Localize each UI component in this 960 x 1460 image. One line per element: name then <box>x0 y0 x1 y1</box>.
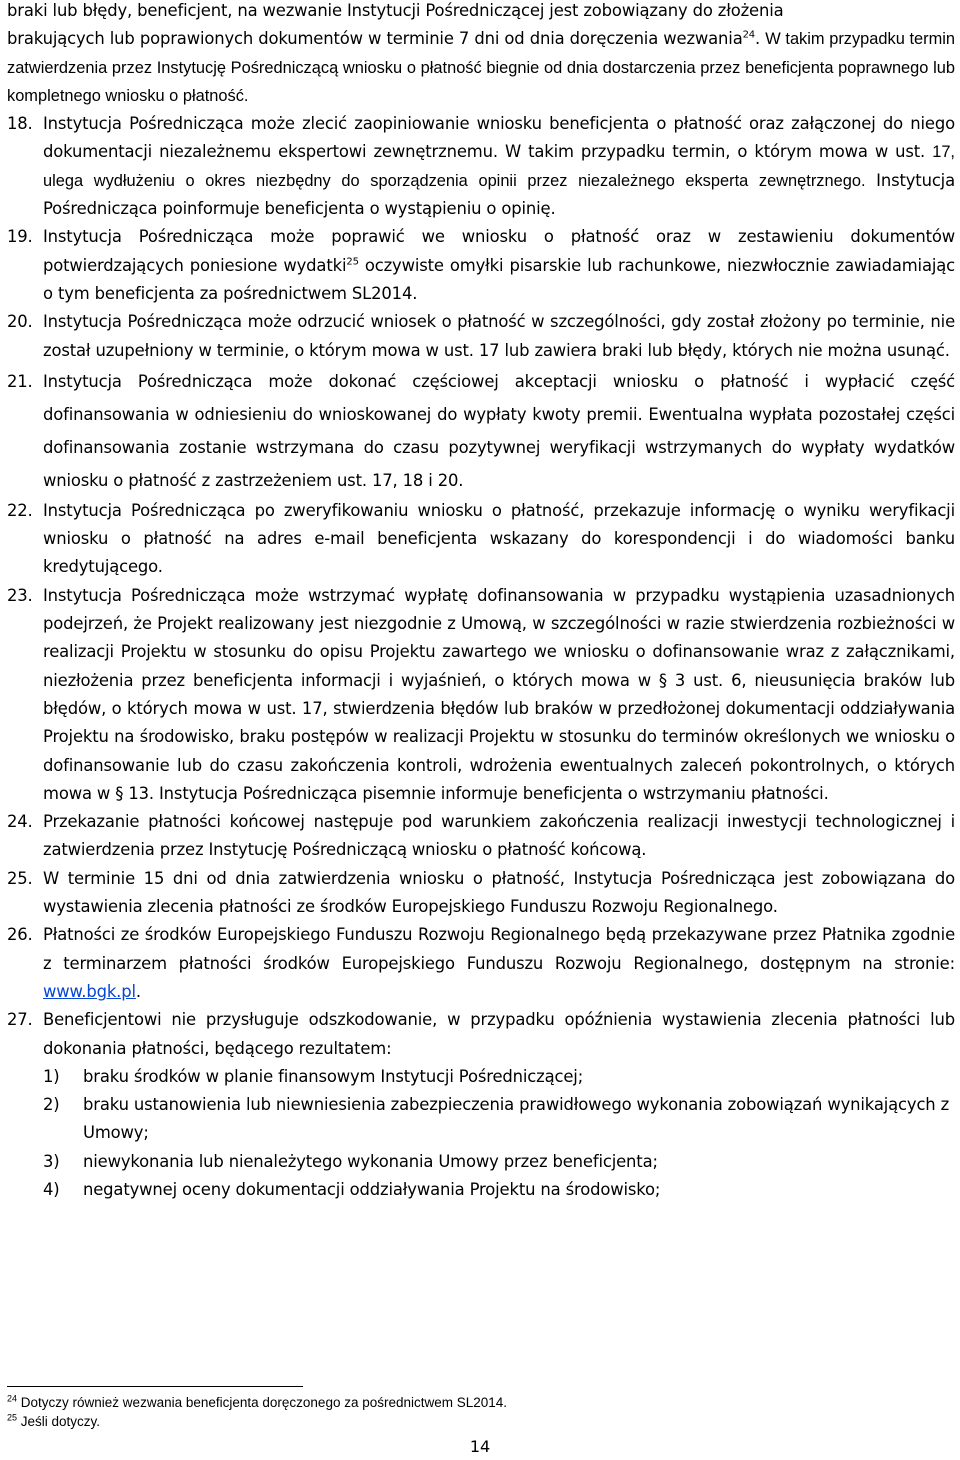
item-text-part: 17, ulega wydłużeniu o okres niezbędny do sporządzenia opinii przez niezależnego eksperta zewnętrznego. <box>43 143 955 190</box>
item-text-part: Instytucja Pośrednicząca może poprawić we wniosku o płatność oraz w zestawieniu dokumentów potwierdzających poniesione wydatki <box>43 227 955 275</box>
footnote-24 <box>7 1394 507 1411</box>
list-item-26 <box>7 921 955 1006</box>
list-item-22 <box>7 497 955 582</box>
footnote-separator <box>7 1386 303 1387</box>
item-text <box>43 110 955 223</box>
list-item-20 <box>7 308 955 365</box>
item-text: Instytucja Pośrednicząca może dokonać częściowej akceptacji wniosku o płatność i wypłacić część dofinansowania w odniesieniu do wnioskowanej do wypłaty kwoty premii. Ewentualna wypłata pozostałej części dofinansowania zostanie wstrzymana do czasu pozytywnej weryfikacji wstrzymanych do wypłaty wydatków wniosku o płatność z zastrzeżeniem ust. 17, 18 i 20. <box>43 371 955 490</box>
item-text <box>43 921 955 1006</box>
item-text: Beneficjentowi nie przysługuje odszkodowanie, w przypadku opóźnienia wystawienia zlecenia płatności lub dokonania płatności, będącego rezultatem: <box>43 1010 955 1058</box>
item-number: 24. <box>7 812 33 832</box>
item-text <box>43 223 955 308</box>
punctuation: . <box>755 29 761 49</box>
item-number: 27. <box>7 1010 33 1030</box>
item-text-part: Płatności ze środków Europejskiego Funduszu Rozwoju Regionalnego będą przekazywane przez Płatnika zgodnie z terminarzem płatności środków Europejskiego Funduszu Rozwoju Regionalnego, dostępnym na stronie: <box>43 925 955 973</box>
sub-item-2 <box>7 1091 955 1148</box>
sub-item-number: 3) <box>43 1151 60 1171</box>
item-text-part: Instytucja Pośrednicząca może zlecić zaopiniowanie wniosku beneficjenta o płatność oraz załączonej do niego dokumentacji niezależnemu ekspertowi zewnętrznemu. W takim przypadku termin, o którym mowa w ust. <box>43 114 955 162</box>
paragraph-line: braki lub błędy, beneficjent, na wezwanie Instytucji Pośredniczącej jest zobowiązany do złożenia <box>7 1 784 20</box>
sub-item-text: braku ustanowienia lub niewniesienia zabezpieczenia prawidłowego wykonania zobowiązań wynikających z Umowy; <box>83 1095 950 1143</box>
item-text-part: oczywiste omyłki pisarskie lub rachunkowe, niezwłocznie zawiadamiając o tym beneficjenta za pośrednictwem SL2014. <box>43 255 955 303</box>
sub-item-text: braku środków w planie finansowym Instytucji Pośredniczącej; <box>83 1066 584 1086</box>
sub-item-number: 2) <box>43 1095 60 1115</box>
sub-item-number: 4) <box>43 1179 60 1199</box>
item-number: 18. <box>7 114 33 134</box>
list-item-21 <box>7 365 955 497</box>
list-item-23 <box>7 582 955 808</box>
footnote-ref[interactable]: 24 <box>742 29 756 41</box>
list-item-19 <box>7 223 955 308</box>
footnote-ref[interactable]: 25 <box>346 256 359 268</box>
list-item-24 <box>7 808 955 865</box>
item-number: 23. <box>7 585 33 605</box>
paragraph-line: brakujących lub poprawionych dokumentów w terminie 7 dni od dnia doręczenia wezwania <box>7 29 743 49</box>
sub-item-1 <box>7 1063 955 1091</box>
bgk-link[interactable]: www.bgk.pl <box>43 981 136 1001</box>
footnote-25 <box>7 1413 100 1430</box>
page-number: 14 <box>469 1437 491 1456</box>
item-text: W terminie 15 dni od dnia zatwierdzenia wniosku o płatność, Instytucja Pośrednicząca jest zobowiązana do wystawienia zlecenia płatności ze środków Europejskiego Funduszu Rozwoju Regionalnego. <box>43 868 955 917</box>
item-number: 26. <box>7 925 33 945</box>
sub-item-4 <box>7 1176 955 1204</box>
footnote-number: 24 <box>7 1393 18 1404</box>
punctuation: . <box>135 981 141 1001</box>
list-item-25 <box>7 865 955 922</box>
item-text: Instytucja Pośrednicząca może wstrzymać wypłatę dofinansowania w przypadku wystąpienia uzasadnionych podejrzeń, że Projekt realizowany jest niezgodnie z Umową, w szczególności w razie stwierdzenia rozbieżności w realizacji Projektu w stosunku do opisu Projektu zawartego we wniosku o dofinansowanie wraz z załącznikami, niezłożenia przez beneficjenta informacji i wyjaśnień, o których mowa w § 3 ust. 6, nieusunięcia braków lub błędów, o których mowa w ust. 17, stwierdzenia błędów lub braków w przedłożonej dokumentacji oddziaływania Projektu na środowisko, braku postępów w realizacji Projektu w stosunku do terminów określonych we wniosku o dofinansowanie lub do czasu zakończenia kontroli, wdrożenia ewentualnych zaleceń pokontrolnych, o których mowa w § 13. Instytucja Pośrednicząca pisemnie informuje beneficjenta o wstrzymaniu płatności. <box>43 585 955 803</box>
sub-item-text: negatywnej oceny dokumentacji oddziaływania Projektu na środowisko; <box>83 1179 661 1199</box>
sub-item-text: niewykonania lub nienależytego wykonania Umowy przez beneficjenta; <box>83 1151 658 1171</box>
item-text: Instytucja Pośrednicząca może odrzucić wniosek o płatność w szczególności, gdy został złożony po terminie, nie został uzupełniony w terminie, o którym mowa w ust. 17 lub zawiera braki lub błędy, których nie można usunąć. <box>43 312 955 360</box>
item-text-part: Instytucja Pośrednicząca poinformuje beneficjenta o wystąpieniu o opinię. <box>43 170 955 219</box>
item-number: 22. <box>7 500 33 520</box>
footnote-text: Jeśli dotyczy. <box>20 1414 101 1429</box>
list-item-27 <box>7 1006 955 1063</box>
item-text: Przekazanie płatności końcowej następuje pod warunkiem zakończenia realizacji inwestycji technologicznej i zatwierdzenia przez Instytucję Pośredniczącą wniosku o płatność końcową. <box>43 812 955 860</box>
sub-item-3 <box>7 1148 955 1176</box>
item-number: 20. <box>7 312 33 332</box>
footnote-text: Dotyczy również wezwania beneficjenta doręczonego za pośrednictwem SL2014. <box>20 1395 508 1410</box>
list-item-18 <box>7 110 955 223</box>
item-number: 25. <box>7 868 33 888</box>
paragraph-continuation <box>7 0 955 110</box>
item-number: 21. <box>7 371 33 391</box>
item-number: 19. <box>7 227 33 247</box>
document-body <box>7 0 955 1204</box>
item-text: Instytucja Pośrednicząca po zweryfikowaniu wniosku o płatność, przekazuje informację o wyniku weryfikacji wniosku o płatność na adres e-mail beneficjenta wskazany do korespondencji i do wiadomości banku kredytującego. <box>43 500 955 577</box>
sub-item-number: 1) <box>43 1066 60 1086</box>
paragraph-text: W takim przypadku termin zatwierdzenia przez Instytucję Pośredniczącą wniosku o płatność biegnie od dnia dostarczenia przez beneficjenta poprawnego lub kompletnego wniosku o płatność. <box>7 30 956 105</box>
footnote-number: 25 <box>7 1412 18 1423</box>
